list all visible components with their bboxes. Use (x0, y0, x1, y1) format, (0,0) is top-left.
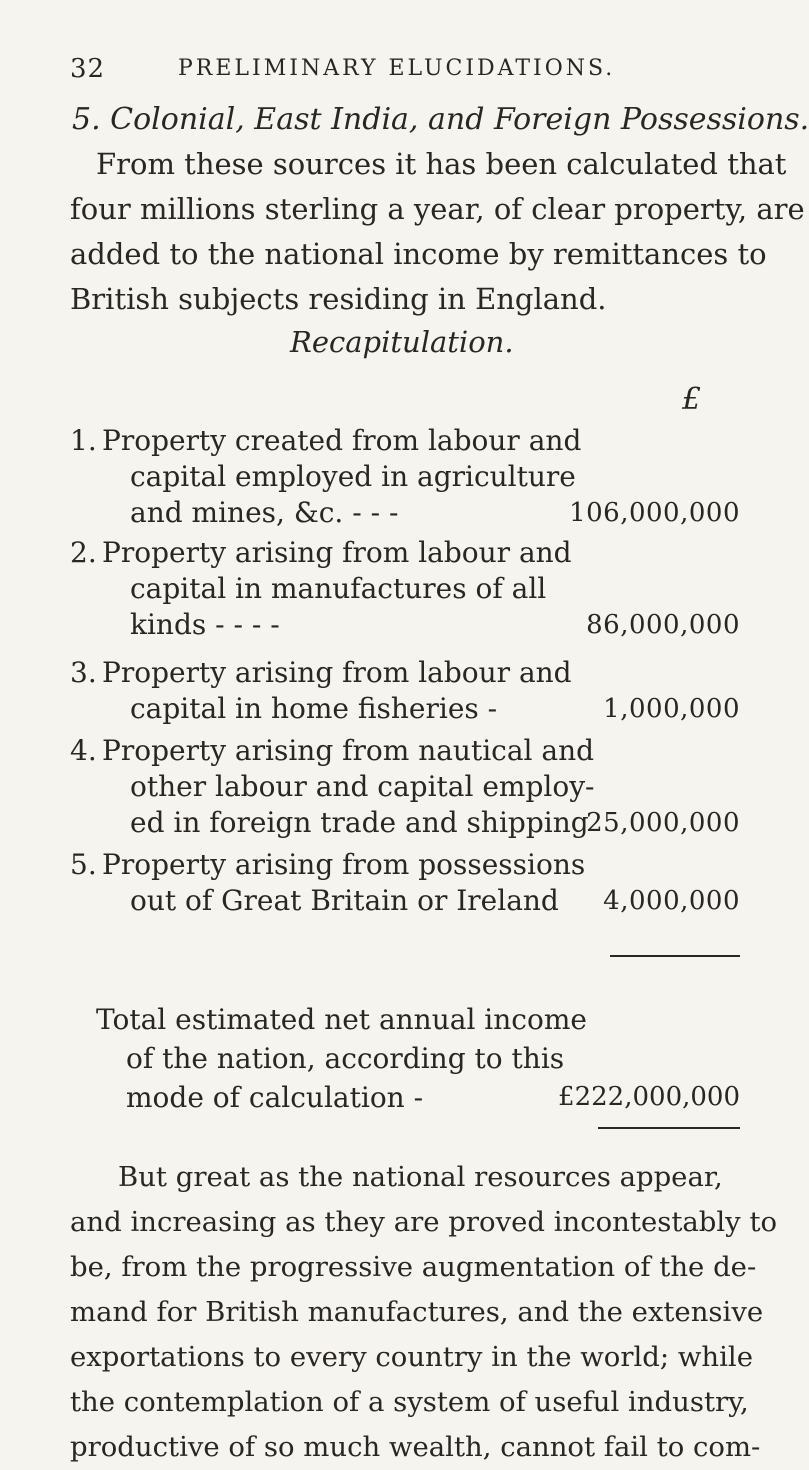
total-block (96, 1000, 740, 1117)
item-line: kinds - - - - (130, 608, 280, 641)
paragraph-line: British subjects residing in England. (70, 282, 607, 316)
intro-paragraph (70, 142, 805, 322)
item-line: ed in foreign trade and shipping (130, 806, 589, 839)
running-head: PRELIMINARY ELUCIDATIONS. (178, 56, 616, 81)
recap-item-4 (70, 733, 740, 845)
item-line: capital employed in agriculture (130, 460, 576, 493)
paragraph-line: added to the national income by remittances to (70, 237, 767, 271)
item-amount: 86,000,000 (586, 610, 740, 640)
item-number: 2. (70, 536, 97, 569)
item-line: Property arising from labour and (102, 656, 572, 689)
page-number: 32 (70, 54, 106, 84)
item-amount: 106,000,000 (569, 498, 740, 528)
total-line: mode of calculation - (126, 1081, 424, 1114)
recap-item-1 (70, 423, 740, 535)
item-line: out of Great Britain or Ireland (130, 884, 559, 917)
item-line: Property arising from labour and (102, 536, 572, 569)
recap-item-3 (70, 655, 740, 729)
item-number: 4. (70, 734, 97, 767)
paragraph-line: mand for British manufactures, and the extensive (70, 1296, 764, 1328)
paragraph-line: But great as the national resources appear, (118, 1161, 723, 1193)
item-amount: 1,000,000 (603, 694, 740, 724)
item-number: 1. (70, 424, 97, 457)
currency-symbol: £ (682, 382, 702, 417)
item-line: capital in home fisheries - (130, 692, 498, 725)
paragraph-line: be, from the progressive augmentation of the de- (70, 1251, 757, 1283)
item-amount: 25,000,000 (586, 808, 740, 838)
paragraph-line: productive of so much wealth, cannot fail to com- (70, 1431, 761, 1463)
total-line: of the nation, according to this (126, 1042, 565, 1075)
paragraph-line: four millions sterling a year, of clear property, are (70, 192, 805, 226)
sum-rule (610, 955, 740, 957)
closing-paragraph (70, 1155, 777, 1470)
item-line: Property created from labour and (102, 424, 582, 457)
item-line: capital in manufactures of all (130, 572, 547, 605)
paragraph-line: the contemplation of a system of useful industry, (70, 1386, 749, 1418)
item-number: 3. (70, 656, 97, 689)
item-line: Property arising from nautical and (102, 734, 595, 767)
total-amount: £222,000,000 (558, 1082, 740, 1112)
total-rule (598, 1127, 740, 1129)
item-line: and mines, &c. - - - (130, 496, 399, 529)
recapitulation-title: Recapitulation. (290, 325, 514, 359)
paragraph-line: From these sources it has been calculated that (96, 147, 787, 181)
item-amount: 4,000,000 (603, 886, 740, 916)
item-line: Property arising from possessions (102, 848, 586, 881)
recap-item-5 (70, 847, 740, 921)
item-number: 5. (70, 848, 97, 881)
page-header (70, 54, 730, 94)
section-heading: 5. Colonial, East India, and Foreign Possessions. (72, 102, 809, 137)
paragraph-line: and increasing as they are proved incontestably to (70, 1206, 778, 1238)
recap-item-2 (70, 535, 740, 647)
item-line: other labour and capital employ- (130, 770, 595, 803)
total-line: Total estimated net annual income (96, 1003, 587, 1036)
paragraph-line: exportations to every country in the world; while (70, 1341, 754, 1373)
